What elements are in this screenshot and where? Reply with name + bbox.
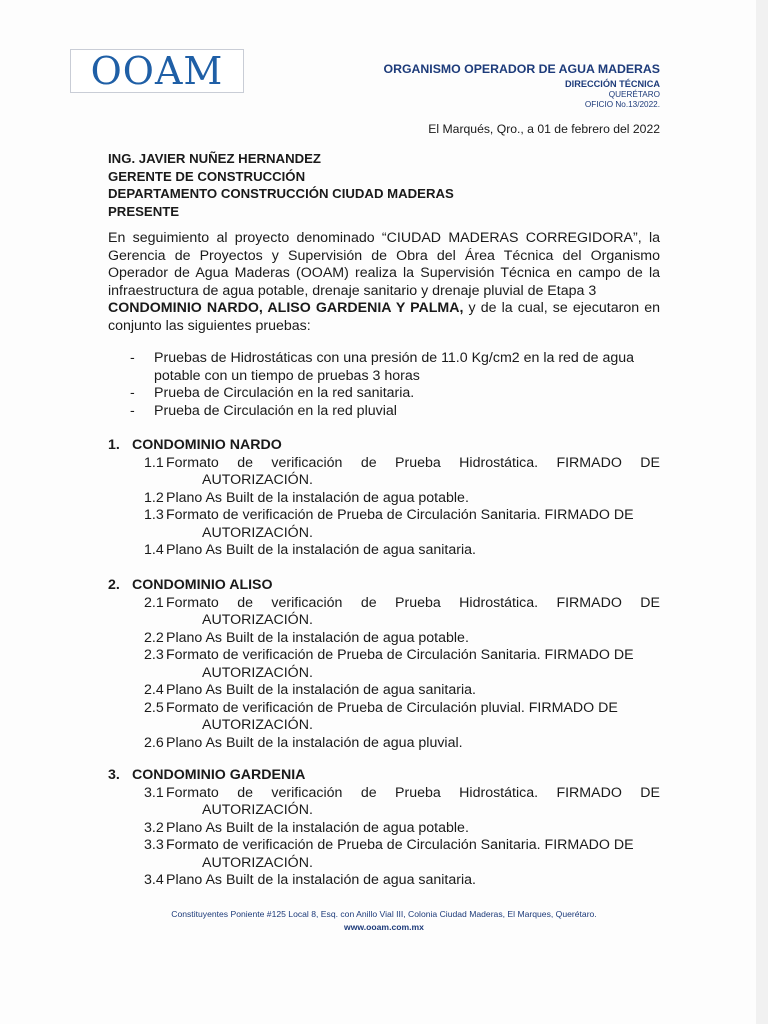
section-title-text: CONDOMINIO ALISO: [132, 577, 273, 593]
section-title: [108, 577, 660, 595]
item-number: 2.5: [144, 699, 164, 716]
list-item: [130, 403, 660, 421]
item-number: 2.3: [144, 647, 164, 663]
section-title-text: CONDOMINIO GARDENIA: [132, 767, 306, 783]
section-nardo: [108, 437, 660, 560]
office-reference: OFICIO No.13/2022.: [584, 100, 660, 109]
item-text: Formato de verificación de Prueba de Circulación Sanitaria. FIRMADO DE: [166, 647, 634, 663]
recipient-block: [108, 150, 454, 220]
item-text-cont: AUTORIZACIÓN.: [202, 717, 313, 733]
recipient-name: ING. JAVIER NUÑEZ HERNANDEZ: [108, 151, 321, 166]
section-title-text: CONDOMINIO NARDO: [132, 437, 282, 453]
list-item: [108, 595, 660, 613]
dash-bullet: -: [130, 350, 135, 366]
item-text-cont: AUTORIZACIÓN.: [202, 524, 313, 541]
section-number: 2.: [108, 577, 120, 593]
item-text: Plano As Built de la instalación de agua sanitaria.: [166, 682, 476, 698]
letterhead: [384, 62, 660, 109]
item-text: Plano As Built de la instalación de agua potable.: [166, 819, 469, 836]
item-number: 3.1: [144, 784, 164, 801]
city-name: QUERÉTARO: [608, 90, 660, 99]
section-title: [108, 437, 660, 455]
dash-bullet: -: [130, 402, 135, 419]
date-line: El Marqués, Qro., a 01 de febrero del 2022: [428, 122, 660, 136]
list-item-cont: [108, 472, 660, 490]
list-item: [108, 507, 660, 525]
list-item: [108, 700, 660, 718]
item-number: 2.6: [144, 734, 164, 751]
list-item: [108, 837, 660, 855]
page-edge: [756, 0, 768, 1024]
item-text: Formato de verificación de Prueba Hidrostática. FIRMADO DE: [166, 454, 660, 471]
item-text: Formato de verificación de Prueba de Circulación Sanitaria. FIRMADO DE: [166, 837, 634, 853]
list-item: [108, 455, 660, 473]
recipient-presente: PRESENTE: [108, 203, 180, 219]
list-item: [130, 385, 660, 403]
recipient-department: DEPARTAMENTO CONSTRUCCIÓN CIUDAD MADERAS: [108, 186, 454, 201]
item-number: 3.2: [144, 819, 164, 836]
item-number: 3.4: [144, 872, 164, 888]
list-item-cont: [108, 855, 660, 873]
item-number: 1.4: [144, 542, 164, 558]
item-text-cont: AUTORIZACIÓN.: [202, 472, 313, 488]
list-item: [108, 542, 660, 560]
test-text: Pruebas de Hidrostáticas con una presión de 11.0 Kg/cm2 en la red de agua potable con un tiempo de pruebas 3 horas: [154, 350, 635, 384]
footer-address: Constituyentes Poniente #125 Local 8, Esq. con Anillo Vial III, Colonia Ciudad Maderas, El Marques, Querétaro.: [171, 909, 597, 919]
item-number: 2.1: [144, 594, 164, 611]
test-text: Prueba de Circulación en la red pluvial: [154, 402, 397, 419]
section-number: 1.: [108, 437, 120, 453]
intro-paragraph: [108, 230, 660, 335]
item-text-cont: AUTORIZACIÓN.: [202, 664, 313, 681]
intro-text-1: En seguimiento al proyecto denominado “CIUDAD MADERAS CORREGIDORA”, la Gerencia de Proyectos y Supervisión de Obra del Área Técnica del Organismo Operador de Agua Maderas (OOAM) realiza la Supervisión Técnica en campo de la infraestructura de agua potable, drenaje sanitario y drenaje pluvial de Etapa 3: [108, 230, 660, 299]
test-text: Prueba de Circulación en la red sanitaria.: [154, 385, 415, 401]
list-item: [108, 647, 660, 665]
footer: [0, 909, 768, 932]
section-gardenia: [108, 767, 660, 890]
intro-text-2: y de la cual, se ejecutaron en conjunto las siguientes pruebas:: [108, 300, 660, 334]
item-text-cont: AUTORIZACIÓN.: [202, 854, 313, 871]
list-item: [108, 872, 660, 890]
list-item-cont: [108, 802, 660, 820]
intro-bold-text: CONDOMINIO NARDO, ALISO GARDENIA Y PALMA,: [108, 300, 464, 316]
list-item-cont: [108, 525, 660, 543]
item-text-cont: AUTORIZACIÓN.: [202, 802, 313, 818]
list-item: [108, 490, 660, 508]
section-title: [108, 767, 660, 785]
list-item: [108, 820, 660, 838]
list-item-cont: [108, 612, 660, 630]
item-number: 2.4: [144, 682, 164, 698]
list-item-cont: [108, 717, 660, 735]
item-number: 1.2: [144, 489, 164, 506]
item-text-cont: AUTORIZACIÓN.: [202, 612, 313, 628]
item-text: Plano As Built de la instalación de agua sanitaria.: [166, 872, 476, 888]
item-text: Formato de verificación de Prueba de Circulación pluvial. FIRMADO DE: [166, 699, 618, 716]
department-name: DIRECCIÓN TÉCNICA: [565, 79, 660, 89]
item-number: 1.3: [144, 507, 164, 523]
item-text: Plano As Built de la instalación de agua potable.: [166, 629, 469, 646]
item-text: Formato de verificación de Prueba de Circulación Sanitaria. FIRMADO DE: [166, 507, 634, 523]
section-aliso: [108, 577, 660, 752]
logo-text: OOAM: [90, 49, 224, 93]
list-item: [108, 682, 660, 700]
list-item: [108, 630, 660, 648]
list-item: [108, 785, 660, 803]
item-number: 1.1: [144, 454, 164, 471]
item-text: Plano As Built de la instalación de agua potable.: [166, 489, 469, 506]
item-number: 2.2: [144, 629, 164, 646]
ooam-logo: [70, 49, 244, 93]
item-text: Formato de verificación de Prueba Hidrostática. FIRMADO DE: [166, 784, 660, 801]
item-text: Formato de verificación de Prueba Hidrostática. FIRMADO DE: [166, 594, 660, 611]
section-number: 3.: [108, 767, 120, 783]
tests-list: [130, 350, 660, 420]
list-item-cont: [108, 665, 660, 683]
organization-name: ORGANISMO OPERADOR DE AGUA MADERAS: [383, 62, 660, 76]
item-text: Plano As Built de la instalación de agua pluvial.: [166, 734, 463, 751]
recipient-title: GERENTE DE CONSTRUCCIÓN: [108, 168, 306, 184]
list-item: [108, 735, 660, 753]
footer-website: www.ooam.com.mx: [344, 922, 424, 932]
item-number: 3.3: [144, 837, 164, 853]
item-text: Plano As Built de la instalación de agua sanitaria.: [166, 542, 476, 558]
dash-bullet: -: [130, 385, 135, 401]
list-item: [130, 350, 660, 385]
